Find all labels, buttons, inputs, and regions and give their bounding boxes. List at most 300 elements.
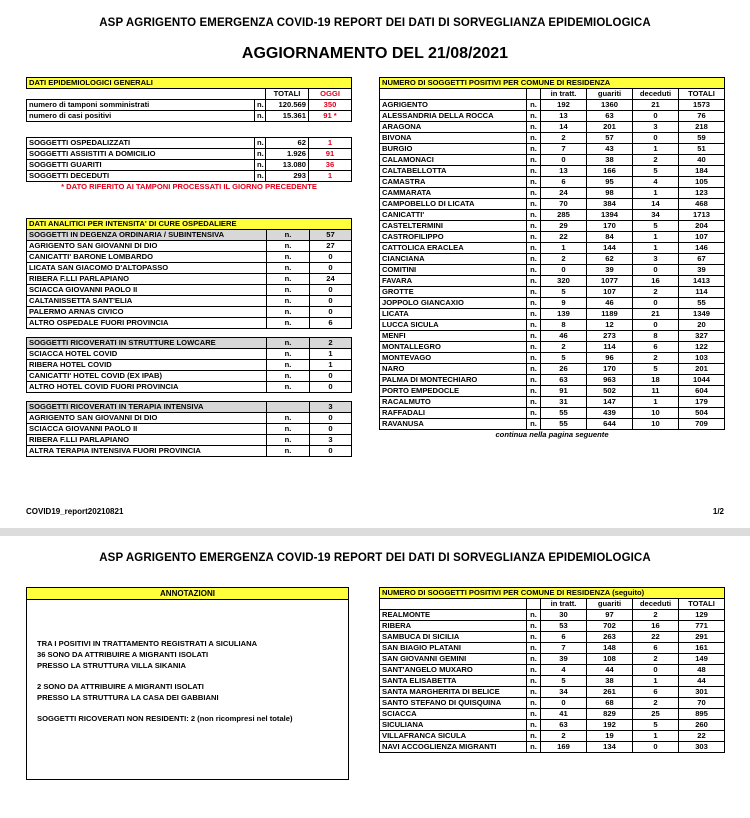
hospital-unit: n.: [267, 446, 310, 457]
comune-value: 192: [587, 720, 633, 731]
comune-value: 1189: [587, 309, 633, 320]
comune-row: [380, 386, 725, 397]
hospital-row: [27, 263, 352, 274]
comune-value: 103: [679, 353, 725, 364]
comune-value: 46: [587, 298, 633, 309]
comune-value: 13: [541, 111, 587, 122]
annotation-line: SOGGETTI RICOVERATI NON RESIDENTI: 2 (non ricompresi nel totale): [37, 714, 293, 723]
row-label: numero di tamponi somministrati: [27, 100, 255, 111]
comune-name: CAMASTRA: [380, 177, 527, 188]
row-total: 62: [266, 138, 309, 149]
comune-value: 201: [679, 364, 725, 375]
comune-value: n.: [527, 133, 541, 144]
comune-value: n.: [527, 353, 541, 364]
comune-name: NARO: [380, 364, 527, 375]
hospital-value: 0: [310, 285, 352, 296]
annotation-line: PRESSO LA STRUTTURA LA CASA DEI GABBIANI: [37, 693, 219, 702]
comune-value: 204: [679, 221, 725, 232]
comune-value: 161: [679, 643, 725, 654]
hospital-value: 1: [310, 360, 352, 371]
comune-value: n.: [527, 742, 541, 753]
general-note: * DATO RIFERITO AI TAMPONI PROCESSATI IL GIORNO PRECEDENTE: [61, 182, 317, 192]
comune-value: 97: [587, 610, 633, 621]
comune-name: RAFFADALI: [380, 408, 527, 419]
hospital-row: [27, 446, 352, 457]
comune-row: [380, 320, 725, 331]
comune-value: 2: [541, 133, 587, 144]
comune-name: CASTROFILIPPO: [380, 232, 527, 243]
hospital-group-header: [27, 230, 352, 241]
hospital-label: CANICATTI' HOTEL COVID (EX IPAB): [27, 371, 267, 382]
comune-value: 22: [633, 632, 679, 643]
comune-value: n.: [527, 265, 541, 276]
comune-value: 53: [541, 621, 587, 632]
comune-name: LICATA: [380, 309, 527, 320]
comune-value: 1: [633, 188, 679, 199]
comune-value: 46: [541, 331, 587, 342]
comune-value: 22: [541, 232, 587, 243]
comune-value: n.: [527, 342, 541, 353]
continua-note: continua nella pagina seguente: [495, 430, 609, 440]
hospital-unit: n.: [267, 371, 310, 382]
comune-row: [380, 144, 725, 155]
comune-value: 169: [541, 742, 587, 753]
comune-value: 166: [587, 166, 633, 177]
hospital-value: 0: [310, 413, 352, 424]
comune-value: 260: [679, 720, 725, 731]
comune-row: [380, 364, 725, 375]
comune-row: [380, 643, 725, 654]
col-header: deceduti: [633, 89, 679, 100]
row-unit: n.: [255, 171, 266, 182]
annotation-line: 36 SONO DA ATTRIBUIRE A MIGRANTI ISOLATI: [37, 650, 209, 659]
comune-value: 1413: [679, 276, 725, 287]
hospital-row: [27, 435, 352, 446]
comune-row: [380, 665, 725, 676]
hospital-value: 1: [310, 349, 352, 360]
hospital-row: [27, 382, 352, 393]
group-unit: n.: [267, 230, 310, 241]
comune-name: SCIACCA: [380, 709, 527, 720]
hospital-value: 0: [310, 307, 352, 318]
comune-value: 95: [587, 177, 633, 188]
comune-name: SANTO STEFANO DI QUISQUINA: [380, 698, 527, 709]
comune-value: 0: [541, 265, 587, 276]
comune-name: MONTEVAGO: [380, 353, 527, 364]
comune-row: [380, 342, 725, 353]
hospital-unit: n.: [267, 382, 310, 393]
comune-value: 43: [587, 144, 633, 155]
comune-row: [380, 232, 725, 243]
comune-value: 3: [633, 254, 679, 265]
comune-value: 7: [541, 144, 587, 155]
comune-value: n.: [527, 254, 541, 265]
comune-value: 2: [633, 353, 679, 364]
hospital-unit: n.: [267, 274, 310, 285]
group-value: 3: [310, 402, 352, 413]
hospital-label: RIBERA F.LLI PARLAPIANO: [27, 274, 267, 285]
comune-value: 39: [679, 265, 725, 276]
row-today: 1: [309, 171, 352, 182]
comune-value: 5: [541, 287, 587, 298]
comune-name: CALTABELLOTTA: [380, 166, 527, 177]
comune-name: SAN BIAGIO PLATANI: [380, 643, 527, 654]
comune-value: 39: [587, 265, 633, 276]
comune-name: BIVONA: [380, 133, 527, 144]
comune-value: 25: [633, 709, 679, 720]
comune-value: n.: [527, 320, 541, 331]
general-row: [27, 171, 352, 182]
general-row: [27, 138, 352, 149]
col-header: guariti: [587, 89, 633, 100]
hospital-row: [27, 274, 352, 285]
comune-value: 149: [679, 654, 725, 665]
comune-value: 20: [679, 320, 725, 331]
comune-name: JOPPOLO GIANCAXIO: [380, 298, 527, 309]
comune-name: FAVARA: [380, 276, 527, 287]
group-label: SOGGETTI RICOVERATI IN TERAPIA INTENSIVA: [27, 402, 267, 413]
comune-value: 301: [679, 687, 725, 698]
comune-value: n.: [527, 386, 541, 397]
comune-value: 24: [541, 188, 587, 199]
row-total: 13.080: [266, 160, 309, 171]
comune-value: 1394: [587, 210, 633, 221]
hospital-unit: n.: [267, 413, 310, 424]
comune-value: n.: [527, 698, 541, 709]
group-value: 2: [310, 338, 352, 349]
comune-value: 55: [541, 419, 587, 430]
hospital-label: SCIACCA GIOVANNI PAOLO II: [27, 424, 267, 435]
comune-value: 5: [633, 364, 679, 375]
comune-value: 123: [679, 188, 725, 199]
comune-value: 218: [679, 122, 725, 133]
page-number: 1/2: [712, 507, 724, 516]
comune-value: 0: [633, 111, 679, 122]
comune-value: 107: [679, 232, 725, 243]
comuni-title: NUMERO DI SOGGETTI POSITIVI PER COMUNE DI RESIDENZA: [380, 78, 725, 89]
comune-value: 21: [633, 100, 679, 111]
comune-value: 147: [587, 397, 633, 408]
comune-value: 10: [633, 408, 679, 419]
comune-value: 44: [587, 665, 633, 676]
comune-value: 2: [541, 254, 587, 265]
comune-row: [380, 698, 725, 709]
group-unit: n.: [267, 338, 310, 349]
comune-name: MONTALLEGRO: [380, 342, 527, 353]
comune-value: n.: [527, 155, 541, 166]
comune-row: [380, 397, 725, 408]
comune-value: 16: [633, 276, 679, 287]
comune-value: 1: [633, 243, 679, 254]
comune-value: n.: [527, 232, 541, 243]
hospital-label: ALTRA TERAPIA INTENSIVA FUORI PROVINCIA: [27, 446, 267, 457]
comune-value: 63: [587, 111, 633, 122]
comune-name: CATTOLICA ERACLEA: [380, 243, 527, 254]
comune-value: 504: [679, 408, 725, 419]
comune-value: 384: [587, 199, 633, 210]
comune-value: 0: [633, 742, 679, 753]
comune-name: PORTO EMPEDOCLE: [380, 386, 527, 397]
comune-value: n.: [527, 199, 541, 210]
group-value: 57: [310, 230, 352, 241]
comune-row: [380, 687, 725, 698]
comune-name: MENFI: [380, 331, 527, 342]
comune-name: SAMBUCA DI SICILIA: [380, 632, 527, 643]
comune-value: n.: [527, 122, 541, 133]
comune-value: 303: [679, 742, 725, 753]
comune-value: 502: [587, 386, 633, 397]
comune-value: 7: [541, 643, 587, 654]
comune-value: 829: [587, 709, 633, 720]
comune-value: 0: [633, 133, 679, 144]
hospital-row: [27, 307, 352, 318]
comune-value: 1044: [679, 375, 725, 386]
comune-value: n.: [527, 419, 541, 430]
annotations-box: [26, 587, 349, 780]
comune-name: AGRIGENTO: [380, 100, 527, 111]
comune-value: 108: [587, 654, 633, 665]
comune-value: 70: [679, 698, 725, 709]
comune-value: n.: [527, 144, 541, 155]
comune-value: 285: [541, 210, 587, 221]
comune-value: 709: [679, 419, 725, 430]
comune-value: 51: [679, 144, 725, 155]
hospital-row: [27, 296, 352, 307]
comune-value: 261: [587, 687, 633, 698]
group-label: SOGGETTI RICOVERATI IN STRUTTURE LOWCARE: [27, 338, 267, 349]
comune-value: n.: [527, 364, 541, 375]
row-unit: n.: [255, 149, 266, 160]
comune-value: 57: [587, 133, 633, 144]
col-totali: TOTALI: [266, 89, 309, 100]
comune-value: 44: [679, 676, 725, 687]
comune-value: 129: [679, 610, 725, 621]
comune-value: 13: [541, 166, 587, 177]
comune-value: 5: [541, 676, 587, 687]
comune-value: 6: [541, 177, 587, 188]
comune-value: 0: [633, 298, 679, 309]
comune-value: 139: [541, 309, 587, 320]
comune-value: 8: [541, 320, 587, 331]
comune-name: GROTTE: [380, 287, 527, 298]
comune-value: 1: [633, 676, 679, 687]
hospital-value: 0: [310, 424, 352, 435]
hospital-unit: n.: [267, 424, 310, 435]
hospital-unit: n.: [267, 296, 310, 307]
comune-row: [380, 331, 725, 342]
comune-value: 91: [541, 386, 587, 397]
comune-name: LUCCA SICULA: [380, 320, 527, 331]
hospital-group-header: [27, 338, 352, 349]
comune-value: n.: [527, 621, 541, 632]
comune-value: 1: [633, 731, 679, 742]
comune-value: 4: [633, 177, 679, 188]
comune-name: CAMPOBELLO DI LICATA: [380, 199, 527, 210]
comune-value: 70: [541, 199, 587, 210]
comune-value: 644: [587, 419, 633, 430]
comune-value: 62: [587, 254, 633, 265]
hospital-unit: n.: [267, 241, 310, 252]
comune-row: [380, 408, 725, 419]
comune-name: CANICATTI': [380, 210, 527, 221]
comune-name: SANT'ANGELO MUXARO: [380, 665, 527, 676]
hospital-value: 0: [310, 446, 352, 457]
comune-name: COMITINI: [380, 265, 527, 276]
comune-name: CALAMONACI: [380, 155, 527, 166]
comune-value: 263: [587, 632, 633, 643]
row-unit: n.: [255, 138, 266, 149]
comune-value: 63: [541, 720, 587, 731]
row-total: 120.569: [266, 100, 309, 111]
comune-value: n.: [527, 375, 541, 386]
hospital-unit: n.: [267, 307, 310, 318]
general-row: [27, 160, 352, 171]
comune-value: 5: [633, 720, 679, 731]
col-header: in tratt.: [541, 599, 587, 610]
comune-value: n.: [527, 111, 541, 122]
comune-value: 16: [633, 621, 679, 632]
comune-value: 1: [541, 243, 587, 254]
comune-value: n.: [527, 610, 541, 621]
comune-value: 134: [587, 742, 633, 753]
comune-value: 67: [679, 254, 725, 265]
comune-value: 3: [633, 122, 679, 133]
hospital-label: ALTRO HOTEL COVID FUORI PROVINCIA: [27, 382, 267, 393]
general-row: [27, 100, 352, 111]
row-total: 15.361: [266, 111, 309, 122]
comune-value: 55: [679, 298, 725, 309]
comuni-table-continued: [379, 587, 725, 753]
comune-row: [380, 742, 725, 753]
hospital-unit: n.: [267, 252, 310, 263]
comune-name: RIBERA: [380, 621, 527, 632]
comune-value: 439: [587, 408, 633, 419]
row-today: 91 *: [309, 111, 352, 122]
general-row: [27, 149, 352, 160]
comune-row: [380, 676, 725, 687]
comune-value: 59: [679, 133, 725, 144]
hospital-row: [27, 360, 352, 371]
comune-row: [380, 353, 725, 364]
comune-row: [380, 731, 725, 742]
report-header-page-2: ASP AGRIGENTO EMERGENZA COVID-19 REPORT DEI DATI DI SORVEGLIANZA EPIDEMIOLOGICA: [99, 552, 651, 564]
comune-value: 22: [679, 731, 725, 742]
comune-value: 68: [587, 698, 633, 709]
comune-value: 1713: [679, 210, 725, 221]
comune-row: [380, 265, 725, 276]
comune-row: [380, 243, 725, 254]
comune-name: VILLAFRANCA SICULA: [380, 731, 527, 742]
comune-value: 4: [541, 665, 587, 676]
report-filename: COVID19_report20210821: [26, 507, 124, 516]
general-data-table: [26, 77, 352, 193]
comune-value: 192: [541, 100, 587, 111]
comune-value: 170: [587, 221, 633, 232]
comune-row: [380, 298, 725, 309]
row-unit: n.: [255, 111, 266, 122]
comune-value: 41: [541, 709, 587, 720]
comune-value: 184: [679, 166, 725, 177]
comune-row: [380, 419, 725, 430]
comune-value: 34: [633, 210, 679, 221]
comune-name: SICULIANA: [380, 720, 527, 731]
comune-value: n.: [527, 643, 541, 654]
comune-value: 12: [587, 320, 633, 331]
col-header: deceduti: [633, 599, 679, 610]
row-label: SOGGETTI GUARITI: [27, 160, 255, 171]
comune-value: 6: [541, 632, 587, 643]
row-total: 293: [266, 171, 309, 182]
hospital-label: RIBERA HOTEL COVID: [27, 360, 267, 371]
comune-value: 0: [633, 265, 679, 276]
hospital-label: LICATA SAN GIACOMO D'ALTOPASSO: [27, 263, 267, 274]
row-today: 350: [309, 100, 352, 111]
group-label: SOGGETTI IN DEGENZA ORDINARIA / SUBINTENSIVA: [27, 230, 267, 241]
hospital-label: SCIACCA GIOVANNI PAOLO II: [27, 285, 267, 296]
comune-value: 895: [679, 709, 725, 720]
hospital-value: 0: [310, 296, 352, 307]
comune-value: n.: [527, 298, 541, 309]
comune-value: 148: [587, 643, 633, 654]
comune-row: [380, 309, 725, 320]
hospital-label: CANICATTI' BARONE LOMBARDO: [27, 252, 267, 263]
comune-row: [380, 221, 725, 232]
comune-name: CASTELTERMINI: [380, 221, 527, 232]
comune-value: 5: [633, 166, 679, 177]
hospital-title: DATI ANALITICI PER INTENSITA' DI CURE OSPEDALIERE: [27, 219, 352, 230]
comune-row: [380, 122, 725, 133]
comune-row: [380, 166, 725, 177]
comune-row: [380, 375, 725, 386]
comuni-table: [379, 77, 725, 441]
comune-value: 146: [679, 243, 725, 254]
hospital-value: 24: [310, 274, 352, 285]
comune-value: 604: [679, 386, 725, 397]
comune-value: n.: [527, 309, 541, 320]
comune-value: 6: [633, 342, 679, 353]
hospital-value: 6: [310, 318, 352, 329]
hospital-unit: n.: [267, 435, 310, 446]
row-label: SOGGETTI DECEDUTI: [27, 171, 255, 182]
hospital-value: 0: [310, 263, 352, 274]
comune-value: 38: [587, 676, 633, 687]
comune-value: 38: [587, 155, 633, 166]
comune-value: 2: [541, 342, 587, 353]
comune-value: 48: [679, 665, 725, 676]
hospital-unit: n.: [267, 285, 310, 296]
comune-value: 114: [587, 342, 633, 353]
comune-name: CAMMARATA: [380, 188, 527, 199]
comune-value: 18: [633, 375, 679, 386]
comune-value: 84: [587, 232, 633, 243]
comuni-continued-title: NUMERO DI SOGGETTI POSITIVI PER COMUNE DI RESIDENZA (seguito): [380, 588, 725, 599]
comune-row: [380, 188, 725, 199]
row-today: 1: [309, 138, 352, 149]
comune-value: 5: [541, 353, 587, 364]
row-label: SOGGETTI OSPEDALIZZATI: [27, 138, 255, 149]
comune-value: 98: [587, 188, 633, 199]
row-label: numero di casi positivi: [27, 111, 255, 122]
col-header: in tratt.: [541, 89, 587, 100]
comune-value: n.: [527, 665, 541, 676]
comune-value: 1: [633, 144, 679, 155]
comune-name: BURGIO: [380, 144, 527, 155]
comune-value: 8: [633, 331, 679, 342]
row-total: 1.926: [266, 149, 309, 160]
comune-value: n.: [527, 408, 541, 419]
comune-value: 702: [587, 621, 633, 632]
hospital-row: [27, 318, 352, 329]
